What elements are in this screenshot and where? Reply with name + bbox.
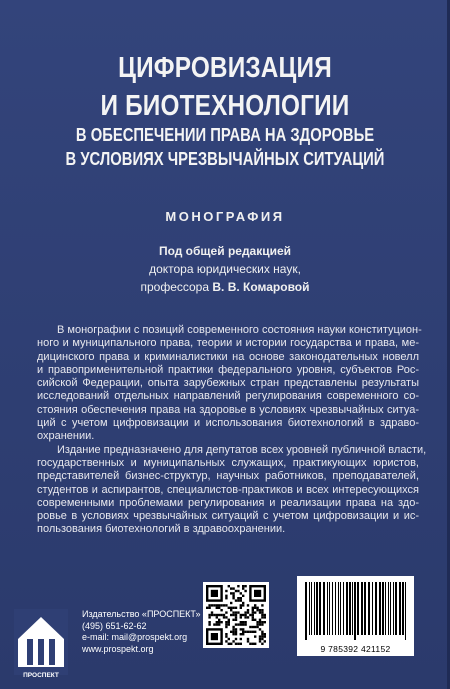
subtitle-line-2: В УСЛОВИЯХ ЧРЕЗВЫЧАЙНЫХ СИТУАЦИЙ bbox=[65, 148, 385, 169]
barcode-bar bbox=[357, 582, 359, 635]
barcode-bar bbox=[372, 582, 373, 635]
barcode-bar bbox=[309, 582, 310, 635]
barcode-bar bbox=[335, 582, 336, 635]
genre-label: МОНОГРАФИЯ bbox=[165, 209, 285, 224]
barcode-icon bbox=[297, 576, 414, 642]
title-line-1: ЦИФРОВИЗАЦИЯ bbox=[118, 52, 332, 84]
barcode-bar bbox=[399, 582, 401, 635]
barcode-bar bbox=[390, 582, 391, 635]
abstract-line: исследований отдельных направлений регулирования современного со- bbox=[37, 390, 419, 403]
publisher-info bbox=[82, 609, 201, 655]
barcode-bar bbox=[316, 582, 318, 635]
isbn-barcode bbox=[297, 576, 414, 656]
editor-degree: доктора юридических наук, bbox=[149, 262, 301, 276]
publisher-name: Издательство «ПРОСПЕКТ» bbox=[82, 609, 201, 619]
barcode-bar bbox=[354, 582, 356, 640]
barcode-bar bbox=[332, 582, 333, 635]
barcode-bar bbox=[311, 582, 312, 635]
barcode-bar bbox=[402, 582, 404, 635]
abstract-line: сийской Федерации, опыта зарубежных стран представлены результаты bbox=[37, 377, 419, 390]
publisher-website: www.prospekt.org bbox=[82, 643, 154, 654]
abstract-line: пользования биотехнологий в здравоохранении. bbox=[37, 523, 286, 536]
qr-code-icon bbox=[206, 585, 266, 645]
abstract-line: ного и муниципального права, теории и истории государства и права, ме- bbox=[37, 337, 419, 350]
abstract-line: и правоприменительной практики федерального уровня, субъектов Рос- bbox=[37, 363, 419, 376]
publisher-email: e-mail: mail@prospekt.org bbox=[82, 632, 188, 642]
barcode-bar bbox=[382, 582, 384, 635]
abstract-line: представителей бизнес-структур, научных работников, преподавателей, bbox=[37, 470, 419, 483]
editor-name: В. В. Комаровой bbox=[212, 280, 310, 294]
barcode-bar bbox=[405, 582, 406, 640]
barcode-bar bbox=[385, 582, 386, 635]
publisher-phone: (495) 651-62-62 bbox=[82, 620, 147, 631]
barcode-bar bbox=[393, 582, 394, 635]
barcode-bar bbox=[388, 582, 389, 635]
barcode-bar bbox=[343, 582, 344, 635]
abstract-line: государственных и муниципальных служащих, практикующих юристов, bbox=[37, 456, 419, 469]
abstract-line: В монографии с позиций современного состояния науки конституцион- bbox=[57, 324, 422, 336]
barcode-bar bbox=[319, 582, 321, 635]
abstract-line: ровье в условиях чрезвычайных ситуаций с учетом цифровизации и ис- bbox=[37, 510, 419, 523]
barcode-bar bbox=[368, 582, 370, 635]
barcode-bar bbox=[338, 582, 339, 635]
abstract-line: студентов и аспирантов, специалистов-практиков и всех интересующихся bbox=[37, 483, 419, 496]
abstract bbox=[37, 324, 427, 537]
logo-label: ПРОСПЕКТ bbox=[23, 672, 59, 679]
prospekt-logo-icon bbox=[14, 609, 68, 675]
barcode-bar bbox=[329, 582, 330, 635]
barcode-bar bbox=[364, 582, 366, 635]
barcode-bar bbox=[379, 582, 381, 635]
abstract-line: стояния обеспечения права на здоровье в условиях чрезвычайных ситуа- bbox=[37, 403, 419, 416]
barcode-bar bbox=[375, 582, 377, 635]
subtitle-line-1: В ОБЕСПЕЧЕНИИ ПРАВА НА ЗДОРОВЬЕ bbox=[75, 124, 375, 145]
barcode-bar bbox=[340, 582, 341, 635]
barcode-bar bbox=[349, 582, 351, 635]
barcode-bar bbox=[352, 582, 353, 635]
abstract-line: дицинского права и криминалистики на основе законодательных новелл bbox=[37, 350, 419, 363]
editor-title: профессора bbox=[140, 280, 210, 294]
barcode-bar bbox=[327, 582, 328, 635]
qr-code bbox=[203, 582, 269, 648]
abstract-line: современными проблемами регулирования и реализации права на здо- bbox=[37, 496, 419, 509]
barcode-bar bbox=[323, 582, 325, 635]
isbn-number: 9 785392 421152 bbox=[320, 644, 391, 654]
editor-heading: Под общей редакцией bbox=[158, 244, 292, 258]
abstract-line: ций с учетом цифровизации и использования биотехнологий в здраво- bbox=[37, 417, 419, 430]
editor-name-line bbox=[0, 280, 450, 294]
abstract-line: охранении. bbox=[37, 430, 95, 443]
barcode-bar bbox=[305, 582, 307, 640]
barcode-bar bbox=[361, 582, 363, 635]
barcode-bar bbox=[314, 582, 315, 635]
barcode-bar bbox=[346, 582, 348, 635]
title-line-2: И БИОТЕХНОЛОГИИ bbox=[100, 90, 350, 122]
abstract-line: Издание предназначено для депутатов всех уровней публичной власти, bbox=[57, 443, 427, 456]
barcode-bar bbox=[395, 582, 397, 635]
